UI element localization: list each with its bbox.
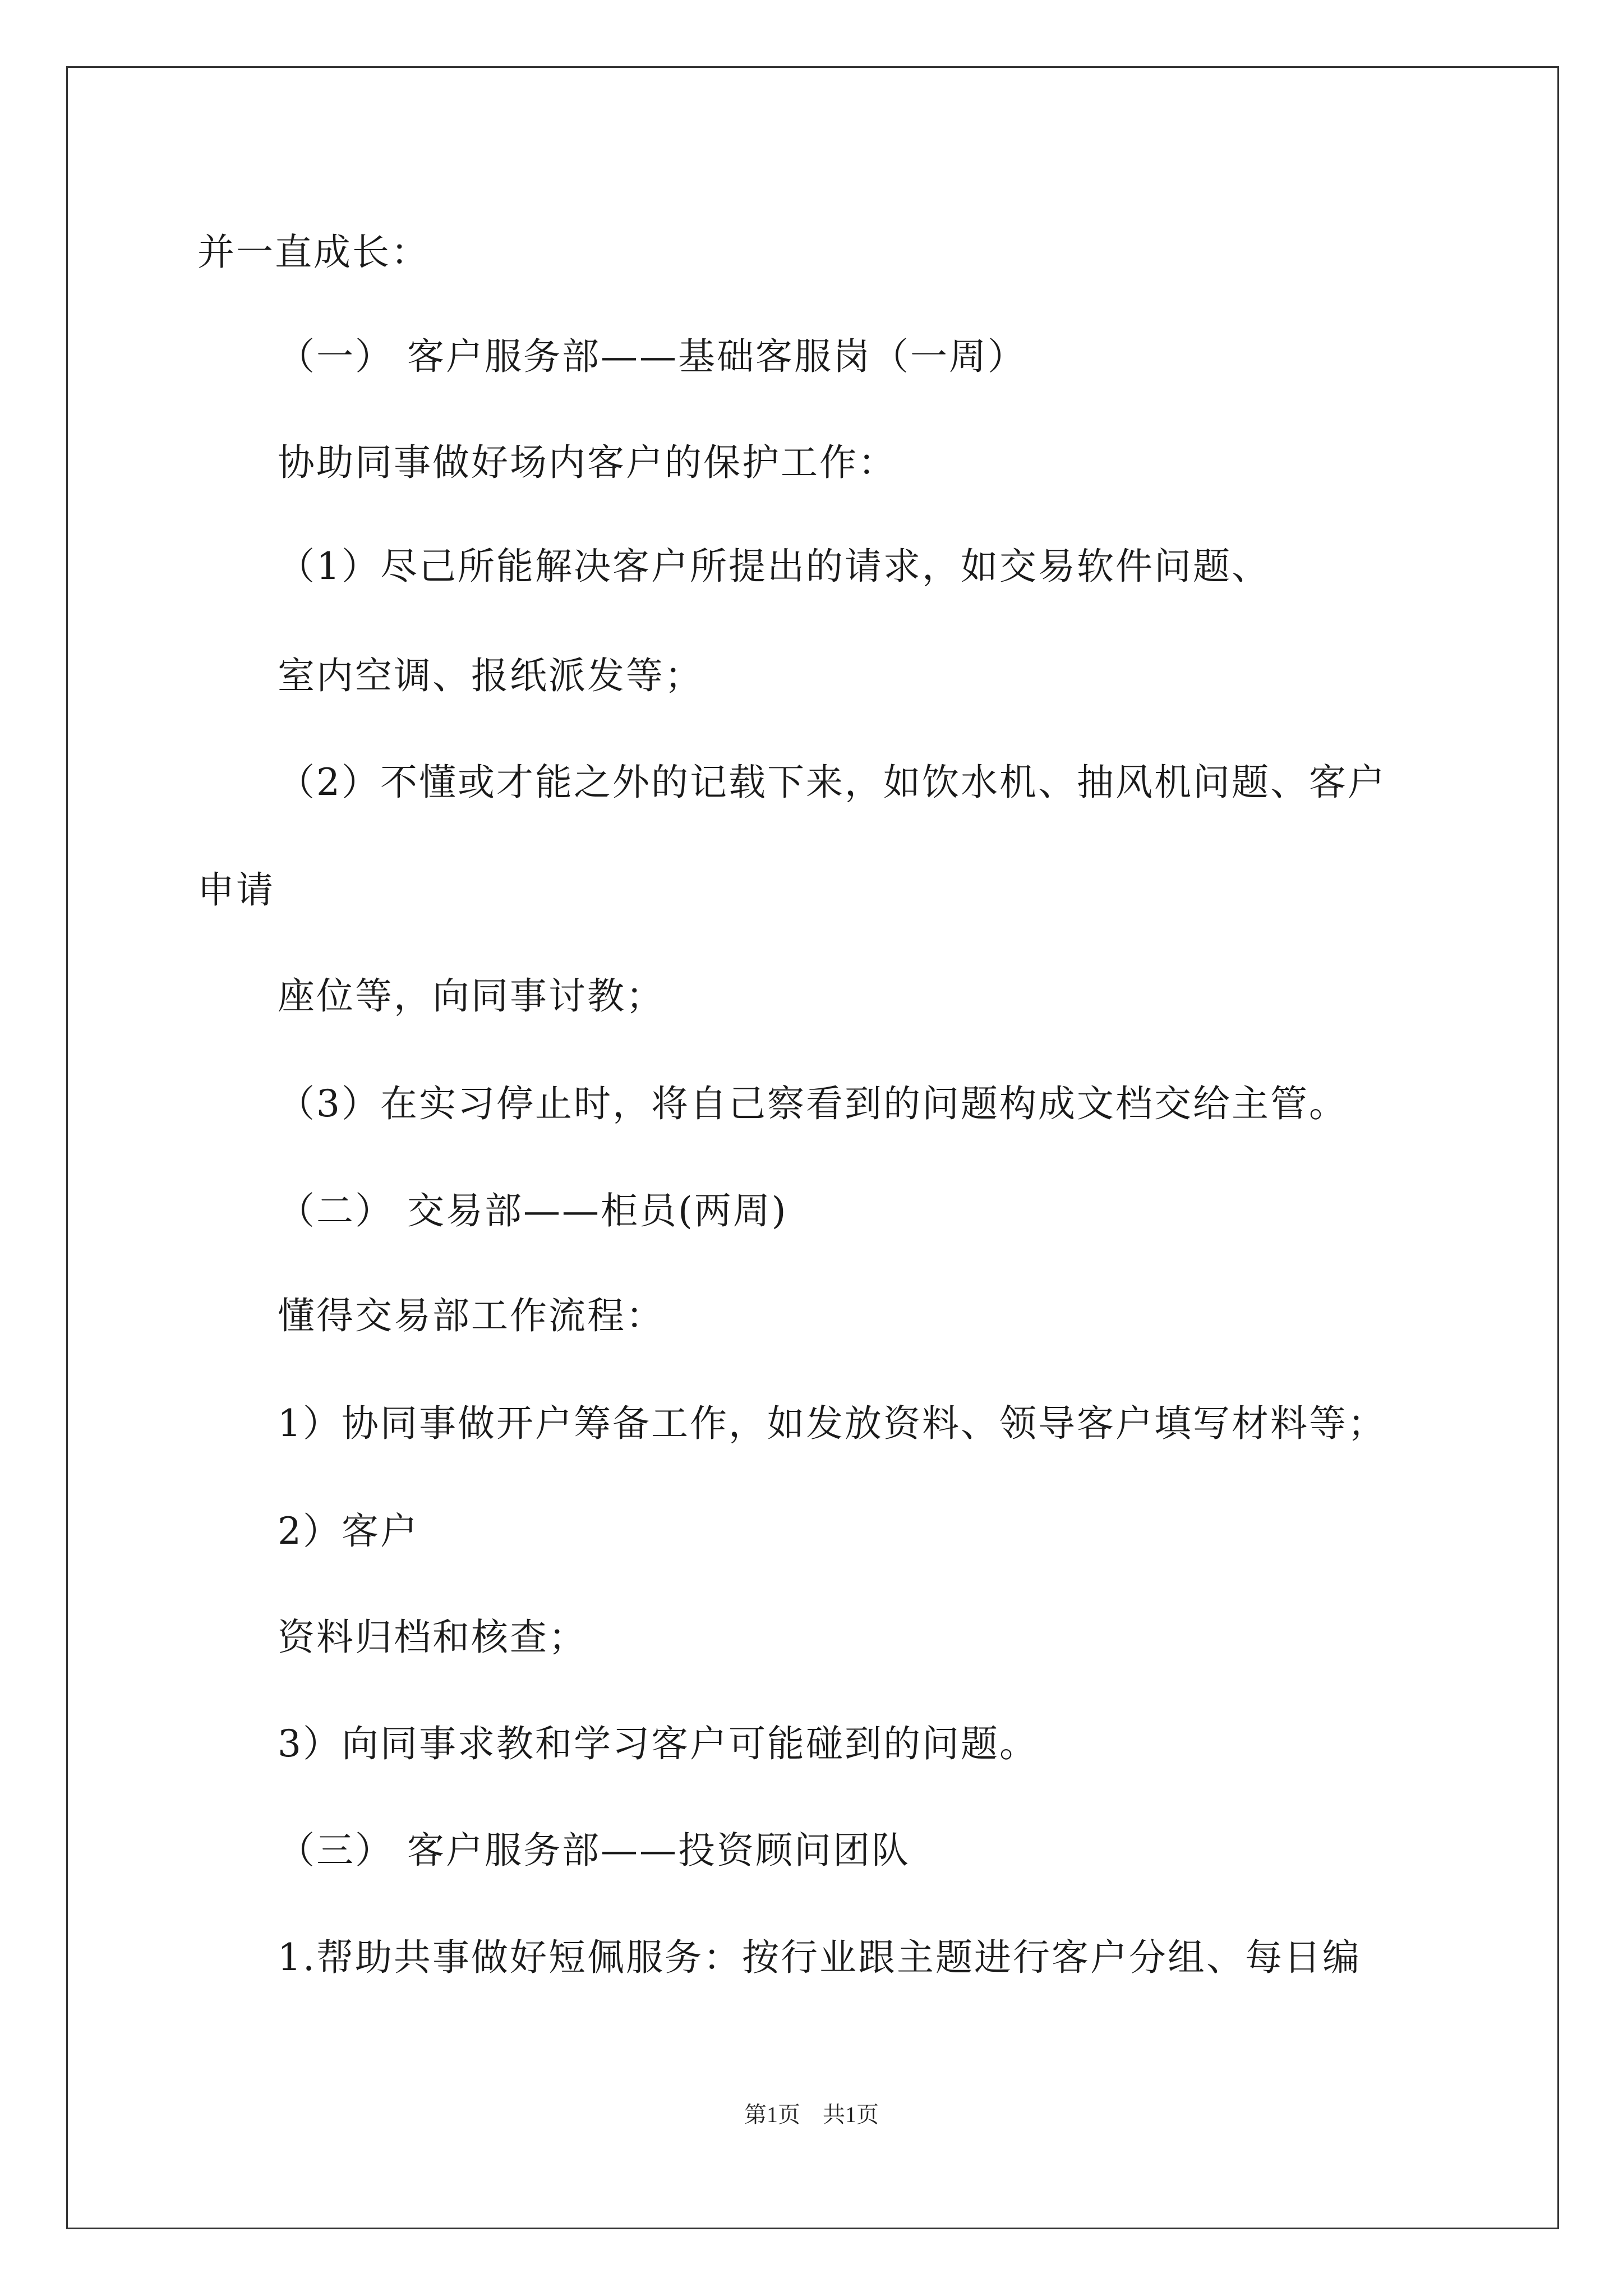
list-item: （2）不懂或才能之外的记载下来，如饮水机、抽风机问题、客户 — [278, 761, 1386, 804]
text-line: 申请 — [197, 868, 275, 912]
page-footer: 第1页 共1页 — [744, 2102, 879, 2127]
section-heading-3: （三） 客户服务部——投资顾问团队 — [278, 1829, 910, 1872]
list-item: （1）尽己所能解决客户所提出的请求，如交易软件问题、 — [278, 545, 1270, 588]
section-heading-2: （二） 交易部——柜员(两周) — [278, 1189, 788, 1232]
list-item: 1.帮助共事做好短佩服务：按行业跟主题进行客户分组、每日编 — [278, 1936, 1361, 1979]
text-line: 资料归档和核查； — [278, 1616, 587, 1659]
text-line: 室内空调、报纸派发等； — [278, 654, 703, 697]
text-line: 协助同事做好场内客户的保护工作： — [278, 441, 897, 484]
text-line: 并一直成长： — [197, 231, 430, 274]
page-border — [66, 66, 1559, 2229]
list-item: 1）协同事做开户筹备工作，如发放资料、领导客户填写材料等； — [278, 1402, 1386, 1445]
section-heading-1: （一） 客户服务部——基础客服岗（一周） — [278, 335, 1026, 378]
text-line: 懂得交易部工作流程： — [278, 1294, 665, 1337]
text-line: 座位等，向同事讨教； — [278, 974, 665, 1018]
list-item: 2）客户 — [278, 1510, 419, 1553]
list-item: 3）向同事求教和学习客户可能碰到的问题。 — [278, 1722, 1038, 1765]
list-item: （3）在实习停止时，将自己察看到的问题构成文档交给主管。 — [278, 1082, 1348, 1125]
